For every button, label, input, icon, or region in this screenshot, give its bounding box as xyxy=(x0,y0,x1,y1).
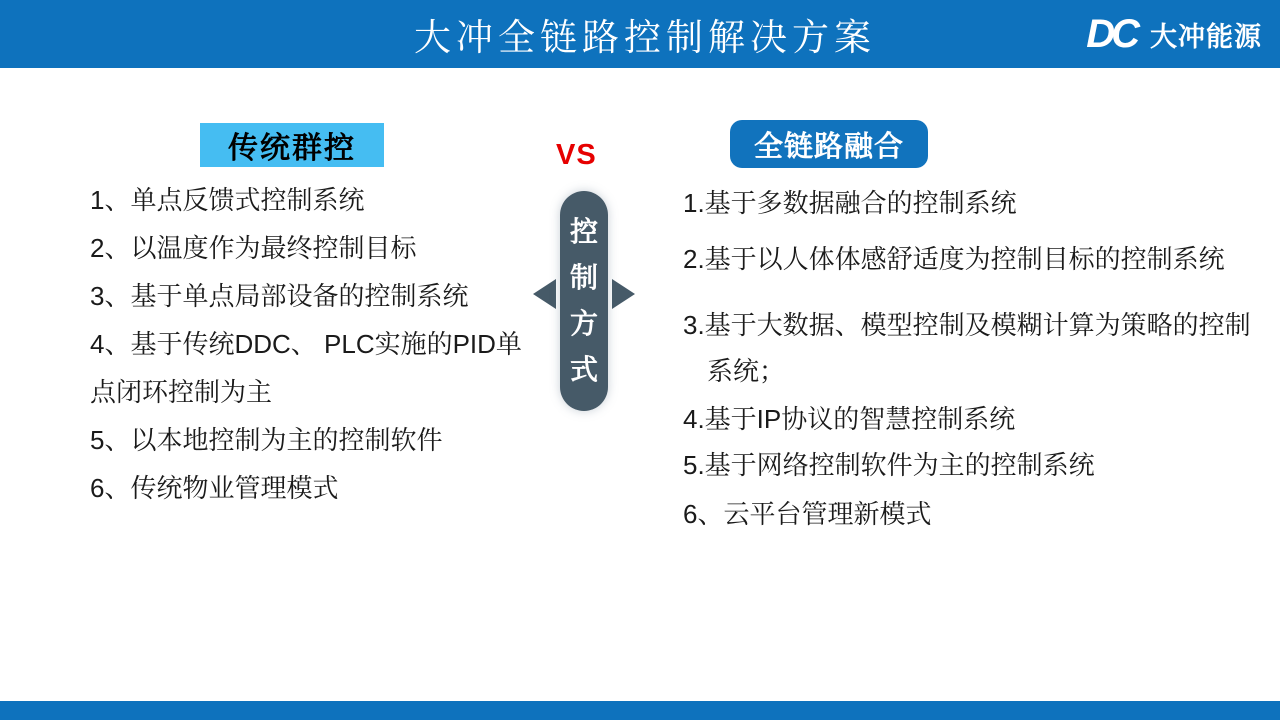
arrow-right-icon xyxy=(612,279,635,309)
arrow-left-icon xyxy=(533,279,556,309)
right-panel-list xyxy=(683,180,1280,537)
list-item: 3.基于大数据、模型控制及模糊计算为策略的控制 xyxy=(683,310,1251,340)
dc-logo-icon: DC xyxy=(1086,11,1136,56)
left-panel-title: 传统群控 xyxy=(200,123,384,167)
list-item-continuation: 系统； xyxy=(707,356,786,386)
list-item: 4.基于IP协议的智慧控制系统 xyxy=(683,404,1016,434)
list-item: 1、单点反馈式控制系统 xyxy=(90,185,365,215)
list-item: 3、基于单点局部设备的控制系统 xyxy=(90,281,469,311)
page-title: 大冲全链路控制解决方案 xyxy=(414,17,876,58)
list-item: 2.基于以人体体感舒适度为控制目标的控制系统 xyxy=(683,244,1225,274)
list-item-continuation: 点闭环控制为主 xyxy=(90,377,273,407)
header-bar xyxy=(0,0,1280,68)
left-panel-list xyxy=(90,176,550,512)
list-item: 4、基于传统DDC、 PLC实施的PID单 xyxy=(90,329,522,359)
list-item: 6、云平台管理新模式 xyxy=(683,499,932,529)
list-item: 2、以温度作为最终控制目标 xyxy=(90,233,417,263)
list-item: 1.基于多数据融合的控制系统 xyxy=(683,188,1017,218)
vs-label: VS xyxy=(556,139,597,171)
company-logo xyxy=(1086,0,1262,68)
list-item: 5、以本地控制为主的控制软件 xyxy=(90,425,443,455)
divider-pill xyxy=(560,191,608,411)
footer-bar xyxy=(0,701,1280,720)
right-panel-title: 全链路融合 xyxy=(730,120,928,168)
list-item: 5.基于网络控制软件为主的控制系统 xyxy=(683,450,1095,480)
company-name: 大冲能源 xyxy=(1150,21,1262,52)
list-item: 6、传统物业管理模式 xyxy=(90,473,339,503)
divider-label: 控制方式 xyxy=(569,216,598,385)
